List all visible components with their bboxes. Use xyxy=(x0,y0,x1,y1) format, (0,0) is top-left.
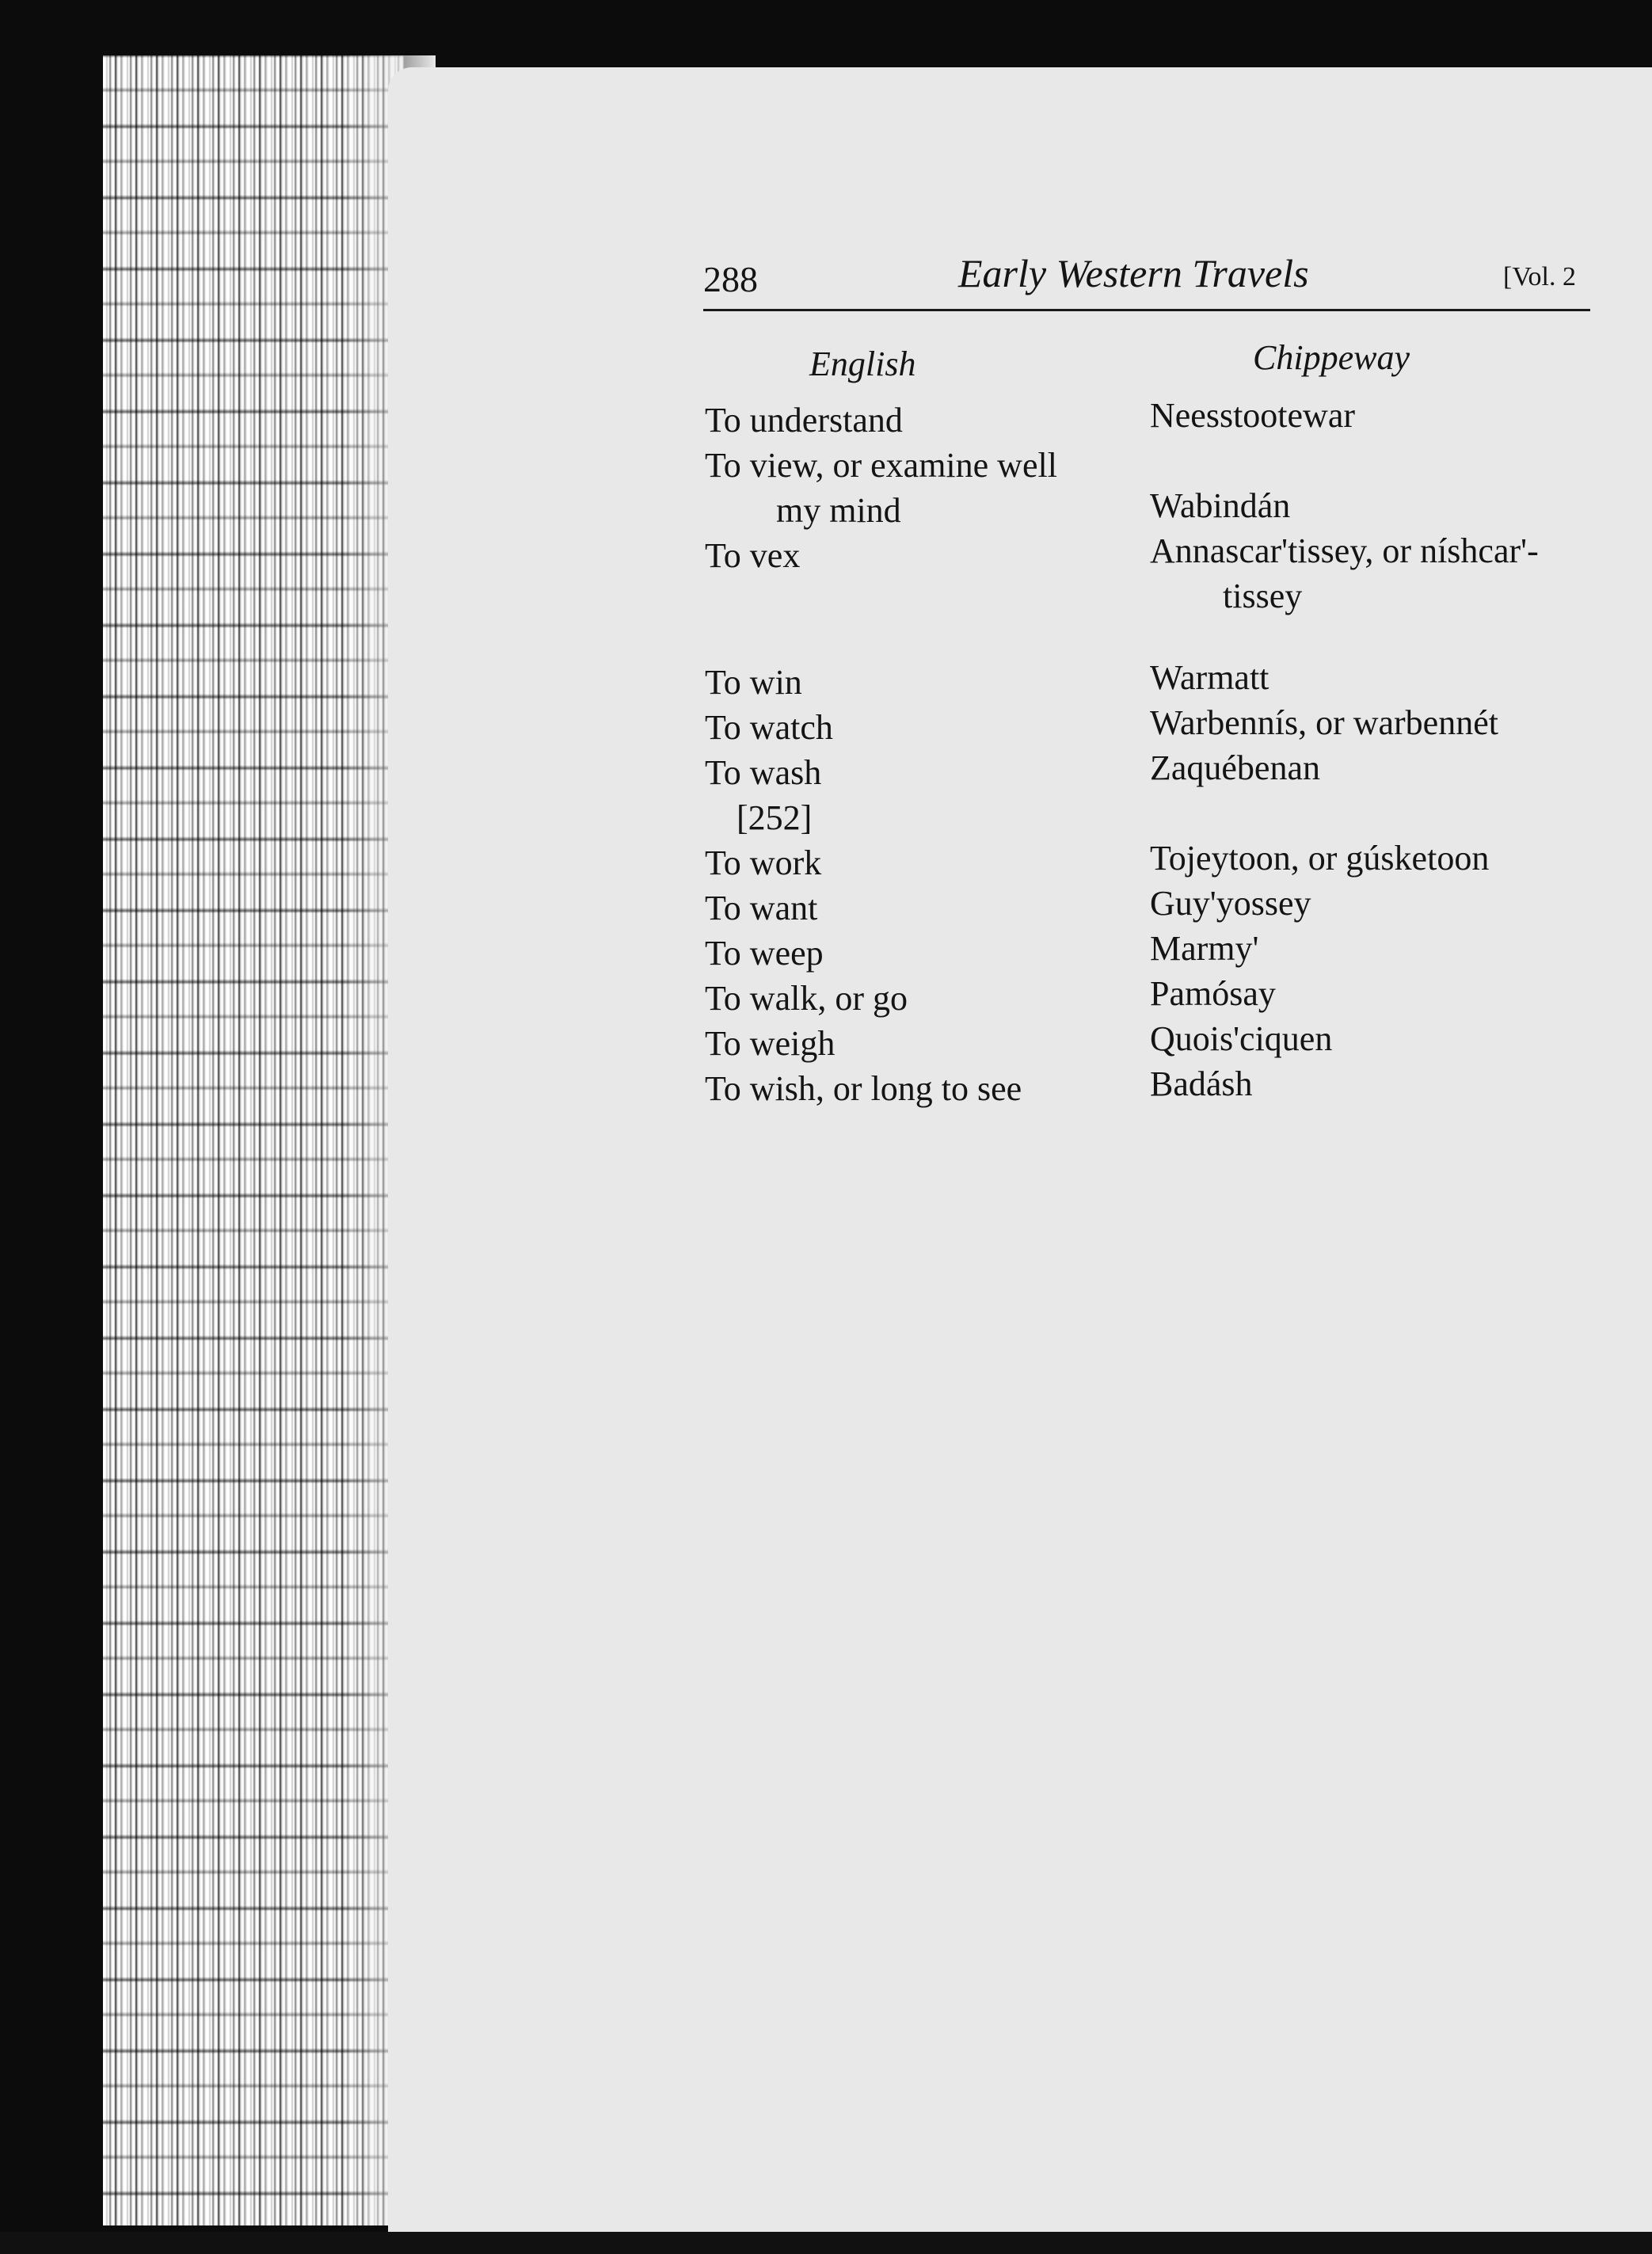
vocabulary-entry xyxy=(705,750,1647,795)
bottom-shadow xyxy=(0,2232,1652,2254)
chippeway-term: Guy'yossey xyxy=(1150,884,1311,923)
vocabulary-entry xyxy=(705,660,1647,705)
vocabulary-entry xyxy=(705,885,1647,931)
chippeway-term: Warbennís, or warbennét xyxy=(1150,703,1498,742)
vocabulary-entry xyxy=(705,840,1647,885)
english-term-line: To view, or examine well xyxy=(705,446,1057,485)
vocabulary-entry xyxy=(705,705,1647,750)
vocabulary-entry xyxy=(705,533,1647,660)
english-term: To watch xyxy=(705,708,833,747)
vocabulary-entry xyxy=(705,1021,1647,1066)
chippeway-term: Quois'ciquen xyxy=(1150,1019,1333,1058)
volume-label: [Vol. 2 xyxy=(1503,262,1576,291)
vocabulary-entry xyxy=(705,976,1647,1021)
chippeway-term: Neesstootewar xyxy=(1150,396,1356,435)
page-number: 288 xyxy=(703,259,758,299)
chippeway-term: Tojeytoon, or gúsketoon xyxy=(1150,839,1490,878)
chippeway-term: Pamósay xyxy=(1150,974,1276,1013)
vocabulary-entry xyxy=(705,931,1647,976)
chippeway-term: Warmatt xyxy=(1150,658,1269,697)
english-term: To weigh xyxy=(705,1024,836,1063)
original-page-marker xyxy=(705,795,1647,840)
chippeway-term: Wabindán xyxy=(1150,486,1291,525)
english-term: To weep xyxy=(705,934,824,973)
chippeway-term xyxy=(1150,528,1641,619)
original-page-number: [252] xyxy=(737,798,813,837)
chippeway-term: Badásh xyxy=(1150,1064,1253,1103)
vocabulary-entry xyxy=(705,398,1647,443)
english-term: To work xyxy=(705,843,822,882)
chippeway-term: Zaquébenan xyxy=(1150,748,1320,787)
vocabulary-entry xyxy=(705,1066,1647,1111)
page-edge-fade xyxy=(341,55,436,2225)
english-term: To win xyxy=(705,663,802,702)
english-term: To understand xyxy=(705,401,903,440)
header-rule xyxy=(703,309,1590,311)
chippeway-term-continuation: tissey xyxy=(1223,577,1303,615)
english-term: To wish, or long to see xyxy=(705,1069,1022,1108)
vocabulary-entry xyxy=(705,443,1647,533)
running-title: Early Western Travels xyxy=(958,251,1309,295)
english-term-continuation: my mind xyxy=(776,491,901,530)
english-term: To wash xyxy=(705,753,822,792)
english-term: To walk, or go xyxy=(705,979,908,1018)
english-term: To vex xyxy=(705,536,801,575)
english-term: To want xyxy=(705,889,818,927)
column-heading-chippeway: Chippeway xyxy=(1253,338,1410,377)
vocabulary-list xyxy=(705,398,1647,1111)
chippeway-term: Marmy' xyxy=(1150,929,1259,968)
chippeway-term-line: Annascar'tissey, or níshcar'- xyxy=(1150,531,1539,570)
column-heading-english: English xyxy=(809,345,916,383)
english-term xyxy=(705,443,1132,533)
